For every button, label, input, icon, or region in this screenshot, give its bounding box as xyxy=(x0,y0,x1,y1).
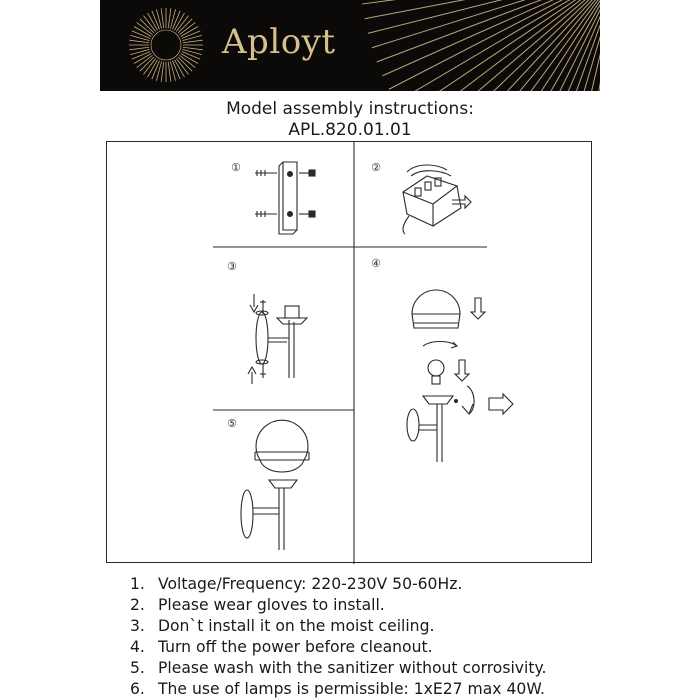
list-item: 2. Please wear gloves to install. xyxy=(130,596,385,614)
model-number: APL.820.01.01 xyxy=(288,120,412,140)
brand-logo-text: Aployt xyxy=(222,22,336,62)
list-item: 1. Voltage/Frequency: 220-230V 50-60Hz. xyxy=(130,575,463,593)
step-number-5: ⑤ xyxy=(227,417,237,430)
step-number-1: ① xyxy=(231,161,241,174)
step-number-4: ④ xyxy=(371,257,381,270)
sunburst-decoration xyxy=(100,0,600,91)
fixture-mounting-screws-illustration xyxy=(248,294,307,384)
list-item: 5. Please wash with the sanitizer without corrosivity. xyxy=(130,659,547,677)
list-item: 6. The use of lamps is permissible: 1xE27 max 40W. xyxy=(130,680,545,698)
bulb-and-globe-installation-illustration xyxy=(407,290,513,462)
sun-logo-icon xyxy=(151,30,181,60)
wall-bracket-screws-illustration xyxy=(255,162,315,234)
page-title: Model assembly instructions: xyxy=(226,99,474,119)
list-item: 3. Don`t install it on the moist ceiling. xyxy=(130,617,435,635)
assembled-wall-lamp-illustration xyxy=(241,420,309,550)
step-number-3: ③ xyxy=(227,260,237,273)
list-item: 4. Turn off the power before cleanout. xyxy=(130,638,433,656)
brand-banner xyxy=(100,0,600,91)
safety-rules-list xyxy=(130,574,546,700)
step-number-2: ② xyxy=(371,161,381,174)
wire-terminal-block-illustration xyxy=(403,165,471,234)
assembly-diagram-frame xyxy=(106,141,592,563)
